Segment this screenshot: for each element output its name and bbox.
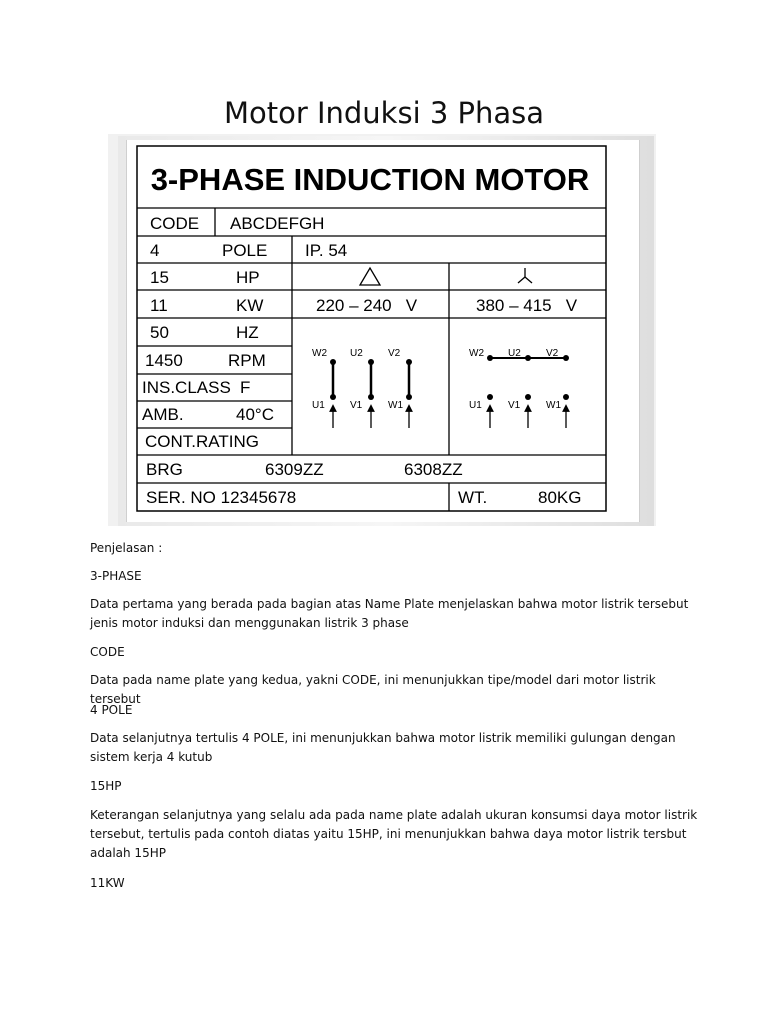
hp-label: HP [236,268,260,287]
star-symbol-icon [518,268,532,283]
section-text-code: Data pada name plate yang kedua, yakni CODE, ini menunjukkan tipe/model dari motor listrik tersebut [90,673,656,706]
pole-label: POLE [222,241,268,260]
rpm-label: RPM [228,351,266,370]
ins-class-value: F [240,378,251,397]
section-text-4-pole: Data selanjutnya tertulis 4 POLE, ini menunjukkan bahwa motor listrik memiliki gulungan dengan sistem kerja 4 kutub [90,731,676,764]
serial-number: SER. NO 12345678 [146,488,297,507]
delta-terminal-w2: W2 [312,348,327,359]
nameplate-border [137,146,606,511]
section-heading-11kw: 11KW [90,876,125,890]
cont-rating-label: CONT.RATING [145,432,259,451]
code-value: ABCDEFGH [230,214,325,233]
delta-terminal-u2: U2 [350,348,363,359]
intro-text: Penjelasan : [90,541,163,555]
star-terminal-u2: U2 [508,348,521,359]
code-label: CODE [150,214,200,233]
nameplate-heading: 3-PHASE INDUCTION MOTOR [150,162,590,197]
weight-label: WT. [458,488,488,507]
star-terminal-w2: W2 [469,348,484,359]
pole-value: 4 [150,241,160,260]
delta-terminal-v2: V2 [388,348,401,359]
delta-terminal-w1: W1 [388,400,403,411]
hz-label: HZ [236,323,259,342]
hz-value: 50 [150,323,169,342]
kw-value: 11 [150,296,168,315]
section-text-3-phase: Data pertama yang berada pada bagian atas Name Plate menjelaskan bahwa motor listrik tersebut jenis motor induksi dan menggunakan listrik 3 phase [90,597,689,630]
delta-connection-diagram [312,348,412,428]
star-voltage: 380 – 415 V [476,296,578,315]
section-text-15hp: Keterangan selanjutnya yang selalu ada pada name plate adalah ukuran konsumsi daya motor listrik tersebut, tertulis pada contoh diatas yaitu 15HP, ini menunjukkan bahwa daya motor listrik tersbut adalah 15HP [90,808,698,860]
section-heading-code: CODE [90,645,125,659]
star-terminal-v2: V2 [546,348,559,359]
amb-value: 40°C [236,405,274,424]
star-terminal-w1: W1 [546,400,561,411]
brg-label: BRG [146,460,183,479]
kw-label: KW [236,296,264,315]
ins-class-label: INS.CLASS [142,378,231,397]
section-heading-4-pole: 4 POLE [90,703,133,717]
page-title: Motor Induksi 3 Phasa [223,96,545,130]
delta-terminal-u1: U1 [312,400,325,411]
section-heading-15hp: 15HP [90,779,122,793]
amb-label: AMB. [142,405,184,424]
section-heading-3-phase: 3-PHASE [90,569,142,583]
weight-value: 80KG [538,488,582,507]
ip-rating: IP. 54 [305,241,348,260]
brg-value-2: 6308ZZ [404,460,463,479]
delta-terminal-v1: V1 [350,400,363,411]
star-connection-diagram [469,348,569,428]
brg-value-1: 6309ZZ [265,460,324,479]
rpm-value: 1450 [145,351,183,370]
delta-voltage: 220 – 240 V [316,296,418,315]
delta-symbol-icon [360,268,380,285]
star-terminal-u1: U1 [469,400,482,411]
hp-value: 15 [150,268,169,287]
star-terminal-v1: V1 [508,400,521,411]
